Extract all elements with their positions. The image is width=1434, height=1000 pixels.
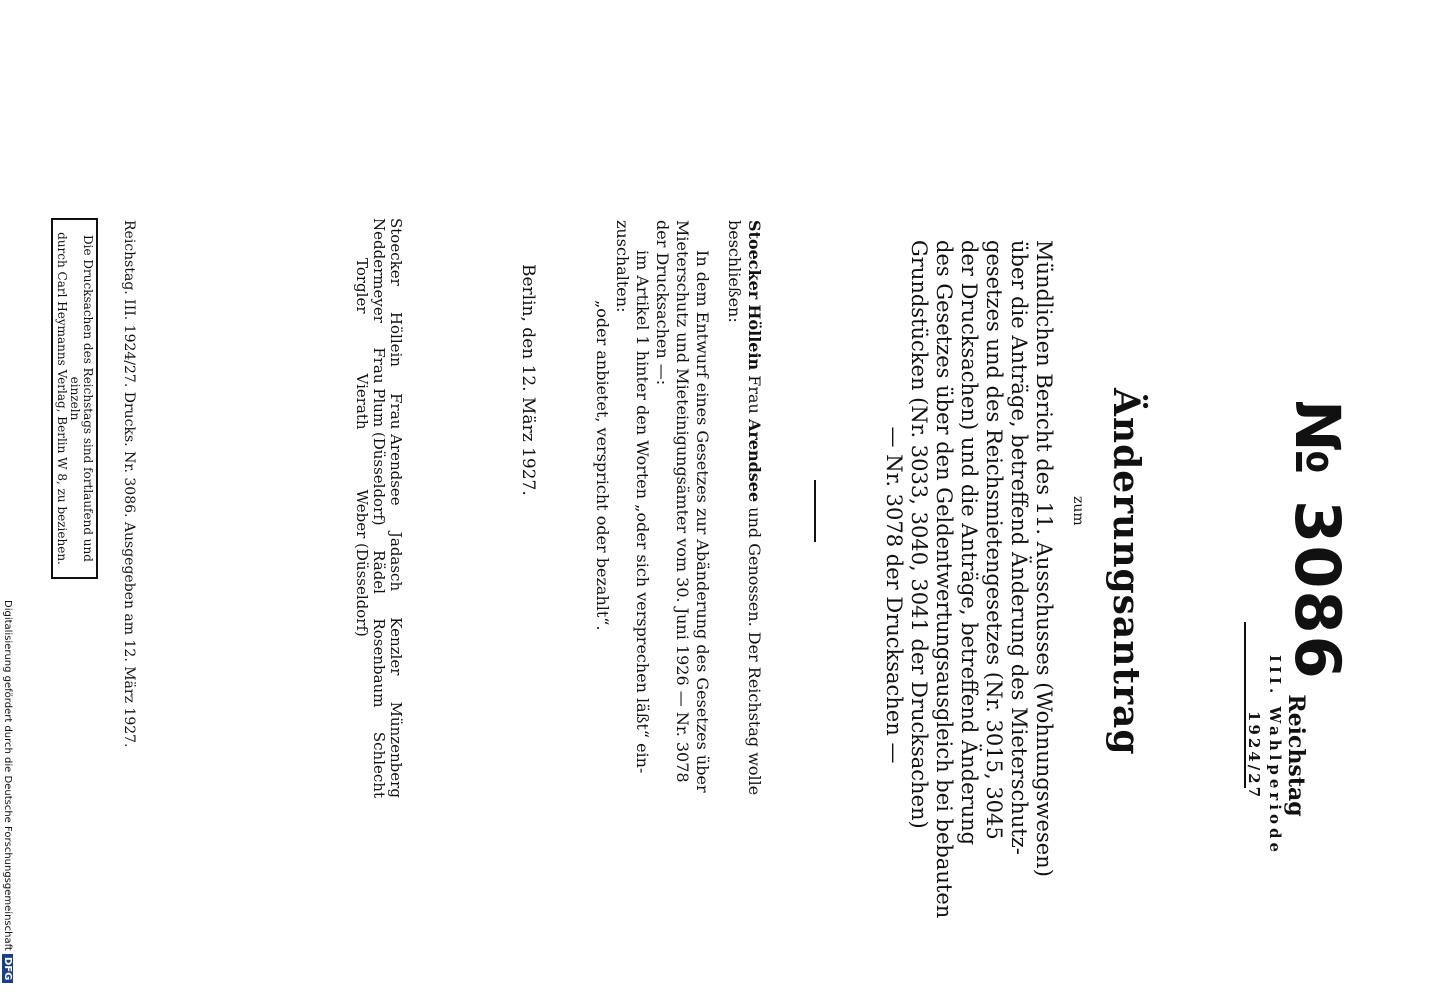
body-line: der Drucksachen) und die Anträge, betreffend Änderung [957,240,981,846]
signature: Stoecker [387,218,405,286]
name-hoellein: Höllein [745,304,764,371]
signature: Frau Arendsee [387,393,405,506]
signature: Kenzler [387,617,405,676]
document-title: Änderungsantrag [1105,388,1147,756]
motion-paragraph: im Artikel 1 hinter den Worten „oder sich versprechen läßt“ ein- [633,250,652,774]
signature: Torgler [353,258,371,314]
body-line: gesetzes und des Reichsmietengesetzes (Nr. 3015, 3045 [982,240,1006,840]
footer-line: Reichstag. III. 1924/27. Drucks. Nr. 3086. Ausgegeben am 12. März 1927. [121,220,137,748]
signature: Rosenbaum [370,618,388,708]
body-line: — Nr. 3078 der Drucksachen — [882,426,906,764]
motion-paragraph: der Drucksachen —: [653,220,672,386]
body-line: Mündlichen Bericht des 11. Ausschusses (Wohnungswesen) [1032,240,1056,877]
signature: Rädel [370,550,388,594]
dfg-credit [0,600,18,992]
body-line: über die Anträge, betreffend Änderung des Mieterschutz- [1007,240,1031,855]
signature: Schlecht [370,731,388,798]
motion-paragraph: Mieterschutz und Mieteinigungsämter vom 30. Juni 1926 — Nr. 3078 [673,220,692,783]
motion-resolve: beschließen: [725,220,744,323]
frau-label: Frau [745,375,764,414]
signature: Frau Plum (Düsseldorf) [370,347,388,526]
document-number: № 3086 [1281,400,1354,681]
motion-paragraph: zuschalten: [613,220,632,313]
dfg-credit-text: Digitalisierung gefördert durch die Deutsche Forschungsgemeinschaft [2,600,13,951]
publisher-notice-line: Die Drucksachen des Reichstags sind fortlaufend und einzeln [68,235,95,562]
signature: Jadasch [387,531,405,592]
signature: Neddermeyer [370,218,388,323]
name-arendsee: Arendsee [745,418,764,503]
body-line: des Gesetzes über den Geldentwertungsausgleich bei bebauten [932,240,956,919]
signature: Höllein [387,311,405,367]
signature: Weber (Düsseldorf) [353,489,371,637]
years-label: 1924/27 [1245,710,1263,801]
motion-paragraph: In dem Entwurf eines Gesetzes zur Abänderung des Gesetzes über [693,250,712,793]
date-line: Berlin, den 12. März 1927. [518,264,538,496]
reichstag-label: Reichstag [1283,694,1309,817]
motion-quote: „oder anbietet, verspricht oder bezahlt“. [593,300,612,631]
signature: Münzenberg [387,701,405,798]
signature: Vierath [353,373,371,430]
wahlperiode-label: III. Wahlperiode [1266,655,1284,857]
publisher-notice-line: durch Carl Heymanns Verlag, Berlin W 8, zu beziehen. [55,232,69,565]
body-line: Grundstücken (Nr. 3033, 3040, 3041 der Drucksachen) [907,240,931,829]
name-stoecker: Stoecker [745,220,764,300]
motion-intro-tail: und Genossen. Der Reichstag wolle [745,507,764,796]
dfg-logo: DFG [2,954,13,983]
zum-label: zum [1070,496,1086,526]
